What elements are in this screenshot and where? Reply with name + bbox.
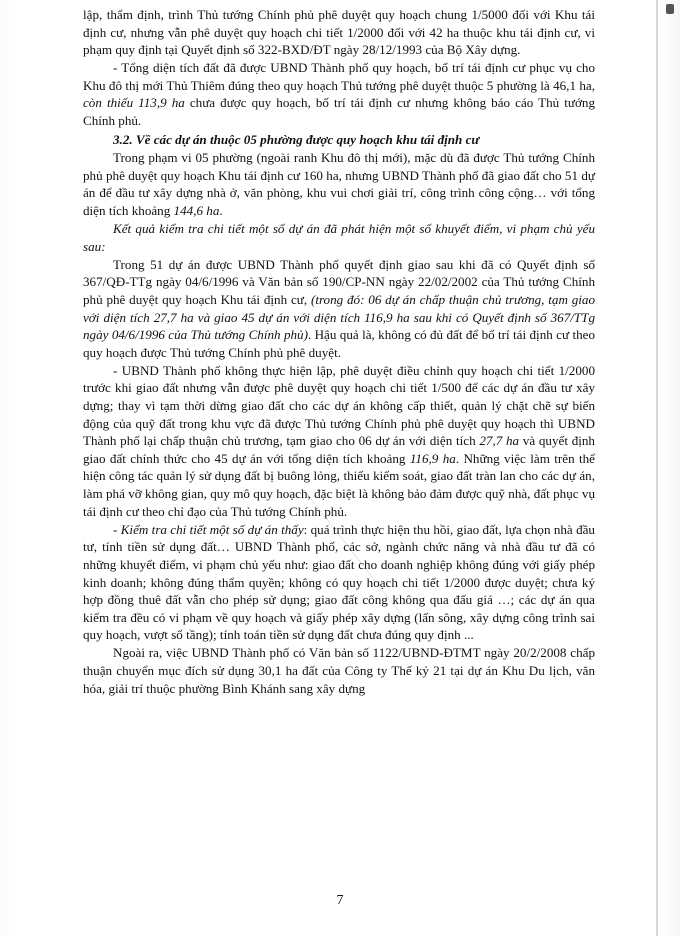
- paragraph-land-area: - Tổng diện tích đất đã được UBND Thành phố quy hoạch, bố trí tái định cư phục vụ cho Khu đô thị mới Thủ Thiêm đúng theo quy hoạch Thủ tướng phê duyệt thuộc 5 phường là 46,1 ha, còn thiếu 113,9 ha chưa được quy hoạch, bố trí tái định cư nhưng không báo cáo Thủ tướng Chính phủ.: [83, 60, 595, 129]
- document-body: [83, 6, 595, 698]
- paragraph-continued: lập, thẩm định, trình Thủ tướng Chính phủ phê duyệt quy hoạch chung 1/5000 đối với Khu tái định cư, nhưng vẫn phê duyệt quy hoạch chi tiết 1/2000 đối với 42 ha thuộc khu tái định cư, vi phạm quy định tại Quyết định số 322-BXD/ĐT ngày 28/12/1993 của Bộ Xây dựng.: [83, 7, 595, 58]
- paragraph-scope: Trong phạm vi 05 phường (ngoài ranh Khu đô thị mới), mặc dù đã được Thủ tướng Chính phủ phê duyệt quy hoạch Khu tái định cư 160 ha, nhưng UBND Thành phố đã giao đất cho 51 dự án để đầu tư xây dựng nhà ở, văn phòng, khu vui chơi giải trí, công trình công cộng… với tổng diện tích khoảng 144,6 ha.: [83, 150, 595, 219]
- scan-corner-mark: [666, 4, 674, 14]
- paragraph-findings-intro: Kết quả kiểm tra chi tiết một số dự án đã phát hiện một số khuyết điểm, vi phạm chủ yếu sau:: [83, 221, 595, 254]
- paragraph-planning-violation: - UBND Thành phố không thực hiện lập, phê duyệt điều chỉnh quy hoạch chi tiết 1/2000 trước khi giao đất nhưng vẫn được phê duyệt quy hoạch chi tiết 1/500 để các dự án đầu tư xây dựng; thay vì tạm thời dừng giao đất cho các dự án không cấp thiết, quản lý chặt chẽ sự biến động của quỹ đất trong khu vực đã được Thủ tướng Chính phủ phê duyệt quy hoạch thì UBND Thành phố lại chấp thuận chủ trương, tạm giao cho 06 dự án với diện tích 27,7 ha và quyết định giao đất chính thức cho 45 dự án với tổng diện tích khoảng 116,9 ha. Những việc làm trên thể hiện công tác quản lý sử dụng đất bị buông lỏng, thiếu kiểm soát, giao đất tràn lan cho các dự án, làm phá vỡ không gian, quy mô quy hoạch, đặc biệt là không bảo đảm được quỹ nhà, đất phục vụ tái định cư theo chỉ đạo của Thủ tướng Chính phủ.: [83, 362, 595, 519]
- paragraph-detailed-inspection: - Kiểm tra chi tiết một số dự án thấy: quá trình thực hiện thu hồi, giao đất, lựa chọn nhà đầu tư, tính tiền sử dụng đất… UBND Thành phố, các sở, ngành chức năng và nhà đầu tư đã có những khuyết điểm, vi phạm chủ yếu như: giao đất cho doanh nghiệp không đúng với giấy phép kinh doanh; không đúng thẩm quyền; không có quy hoạch chi tiết 1/2000 được duyệt; chưa ký hợp đồng thuê đất vẫn cho phép sử dụng; giao đất công không qua đấu giá …; các dự án qua kiểm tra đều có vi phạm về quy hoạch và giấy phép xây dựng (lấn sông, xây dựng công trình sai quy hoạch, vượt số tầng); tính toán tiền sử dụng đất chưa đúng quy định ...: [83, 521, 595, 643]
- paragraph-51-projects: Trong 51 dự án được UBND Thành phố quyết định giao sau khi đã có Quyết định số 367/QĐ-TTg ngày 04/6/1996 và Văn bản số 190/CP-NN ngày 22/02/2002 của Thủ tướng Chính phủ phê duyệt quy hoạch Khu tái định cư, (trong đó: 06 dự án chấp thuận chủ trương, tạm giao với diện tích 27,7 ha và giao 45 dự án với diện tích 116,9 ha sau khi có Quyết định số 367/TTg ngày 04/6/1996 của Thủ tướng Chính phủ). Hậu quả là, không có đủ đất để bố trí tái định cư theo quy hoạch được Thủ tướng Chính phủ phê duyệt.: [83, 256, 595, 360]
- page-number: 7: [336, 893, 344, 908]
- scan-edge: [656, 0, 658, 936]
- section-heading-3-2: 3.2. Về các dự án thuộc 05 phường được quy hoạch khu tái định cư: [113, 131, 480, 147]
- paragraph-additional: Ngoài ra, việc UBND Thành phố có Văn bản số 1122/UBND-ĐTMT ngày 20/2/2008 chấp thuận chuyển mục đích sử dụng 30,1 ha đất của Công ty Thế kỷ 21 tại dự án Khu Du lịch, văn hóa, giải trí thuộc phường Bình Khánh sang xây dựng: [83, 645, 595, 696]
